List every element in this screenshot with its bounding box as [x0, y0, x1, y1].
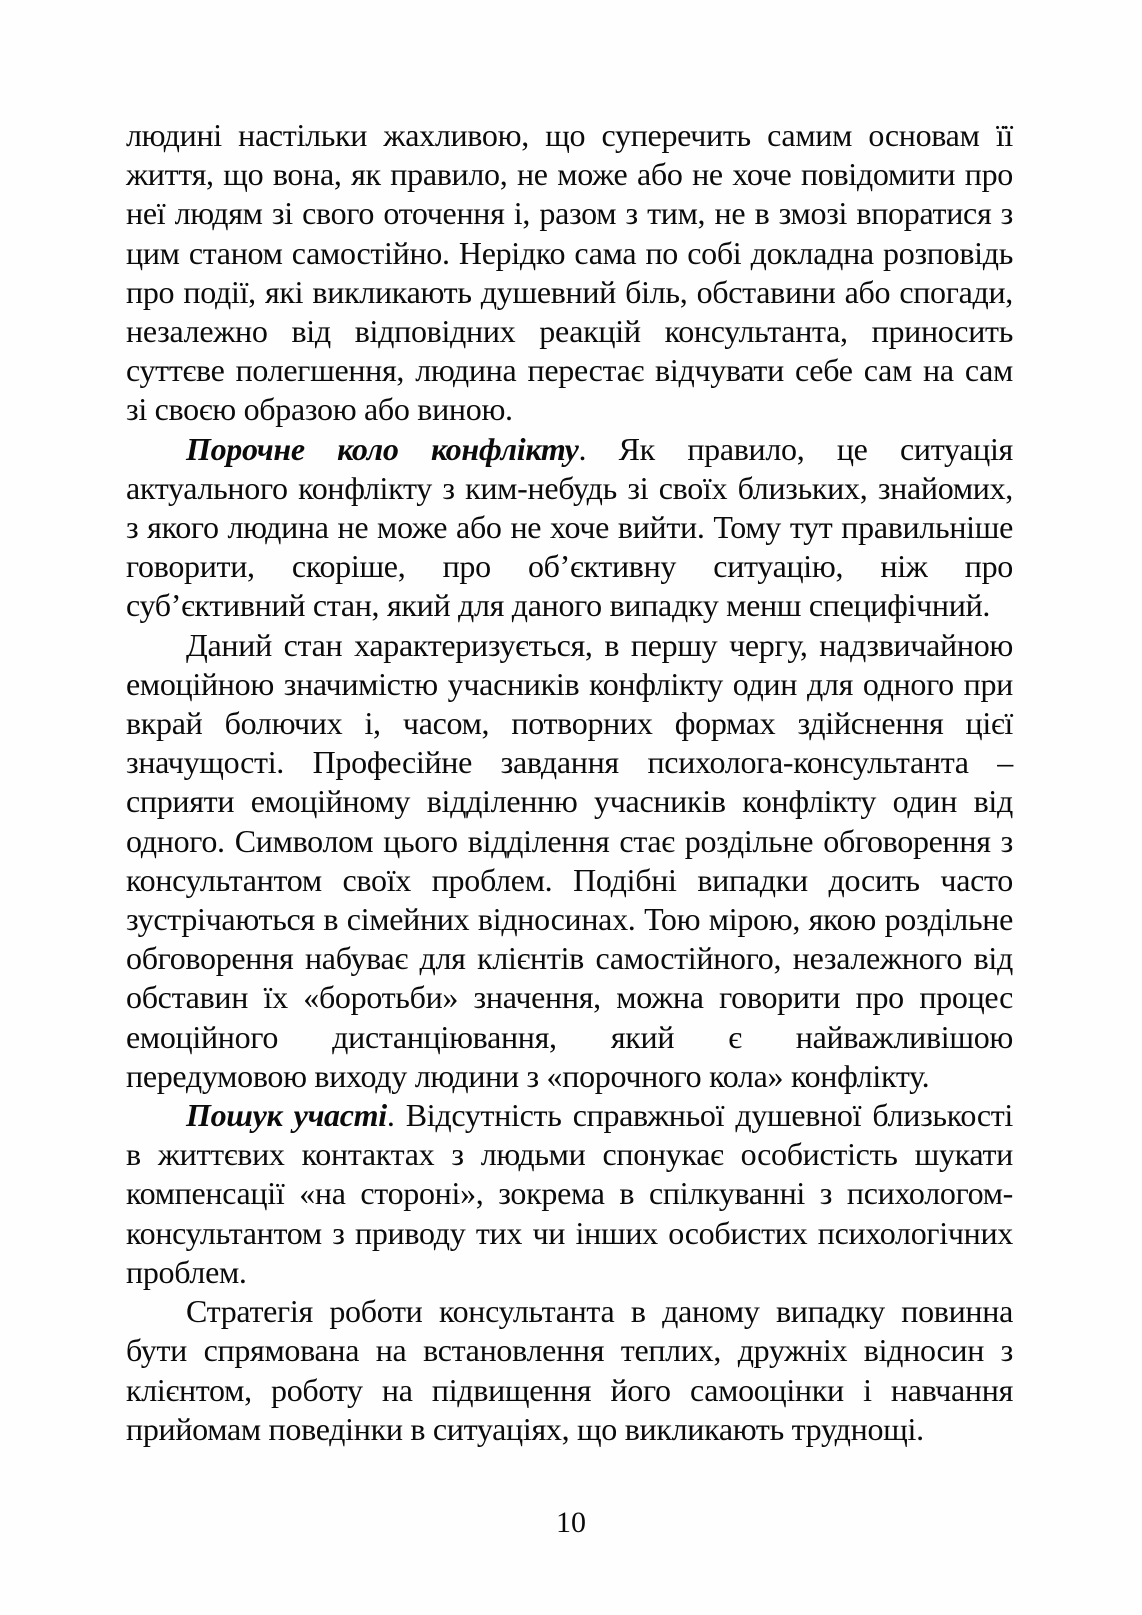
paragraph-lead-term: Пошук участі — [186, 1097, 387, 1134]
page-text — [126, 116, 1013, 1449]
paragraph: Порочне коло конфлікту. Як правило, це ситуація актуального конфлікту з ким-небудь зі своїх близьких, знайомих, з якого людина не може або не хоче вийти. Тому тут правильніше говорити, скоріше, про об’єктивну ситуацію, ніж про суб’єктивний стан, який для даного випадку менш специфічний. — [126, 430, 1013, 624]
paragraph: Стратегія роботи консультанта в даному випадку повинна бути спрямована на встановлення теплих, дружніх відносин з клієнтом, роботу на підвищення його самооцінки і навчання прийомам поведінки в ситуаціях, що викликають труднощі. — [126, 1293, 1013, 1447]
paragraph: Даний стан характеризується, в першу чергу, надзвичайною емоційною значимістю учасників конфлікту один для одного при вкрай болючих і, часом, потворних формах здійснення цієї значущості. Професійне завдання психолога-консультанта – сприяти емоційному відділенню учасників конфлікту один від одного. Символом цього відділення стає роздільне обговорення з консультантом своїх проблем. Подібні випадки досить часто зустрічаються в сімейних відносинах. Тою мірою, якою роздільне обговорення набуває для клієнтів самостійного, незалежного від обставин їх «боротьби» значення, можна говорити про процес емоційного дистанціювання, який є найважливішою передумовою виходу людини з «порочного кола» конфлікту. — [126, 626, 1013, 1094]
paragraph-lead-term: Порочне коло конфлікту — [186, 430, 579, 467]
page-number: 10 — [556, 1506, 586, 1539]
paragraph: Пошук участі. Відсутність справжньої душевної близькості в життєвих контактах з людьми спонукає особистість шукати компенсації «на стороні», зокрема в спілкуванні з психологом-консультантом з приводу тих чи інших особистих психологічних проблем. — [126, 1097, 1013, 1290]
paragraph: людині настільки жахливою, що суперечить самим основам її життя, що вона, як правило, не може або не хоче повідомити про неї людям зі свого оточення і, разом з тим, не в змозі впоратися з цим станом самостійно. Нерідко сама по собі докладна розповідь про події, які викликають душевний біль, обставини або спогади, незалежно від відповідних реакцій консультанта, приносить суттєве полегшення, людина перестає відчувати себе сам на сам зі своєю образою або виною. — [126, 117, 1013, 428]
